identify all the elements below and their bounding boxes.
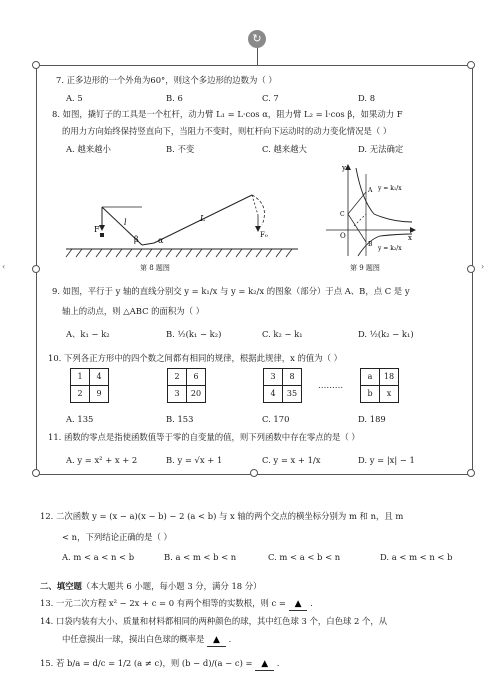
q7-text: 7. 正多边形的一个外角为60°，则这个多边形的边数为（ ）: [56, 75, 277, 85]
q10-option-d: D. 189: [358, 414, 386, 424]
fig8-label-f0: F₀: [260, 231, 268, 239]
left-edge-marker-icon: ‹: [2, 262, 6, 271]
resize-handle-mid-left[interactable]: [32, 265, 40, 273]
grid-cell: 1: [71, 369, 90, 386]
fig9-label-x: x: [408, 234, 412, 242]
q11-option-d: D. y = |x| − 1: [358, 455, 415, 465]
resize-handle-bottom-right[interactable]: [467, 469, 475, 477]
q9-option-b: B. ½(k₁ − k₂): [166, 329, 222, 339]
grid-cell: b: [361, 386, 380, 403]
q11-option-c: C. y = x + 1/x: [262, 455, 321, 465]
section-2-heading: [40, 581, 262, 592]
q10-option-a: A. 135: [66, 414, 94, 424]
fig9-label-y: y: [342, 164, 346, 172]
fig9-caption: 第 9 题图: [350, 264, 380, 272]
q12-option-d: D. a < m < n < b: [380, 552, 453, 562]
rotate-handle-icon[interactable]: ↻: [248, 30, 266, 48]
q10-grid-3: [263, 368, 302, 403]
q9-option-d: D. ½(k₂ − k₁): [358, 329, 414, 339]
fig8-caption: 第 8 题图: [140, 264, 170, 272]
q12-option-c: C. m < a < b < n: [268, 552, 341, 562]
q10-grid-1: [70, 368, 109, 403]
fig8-label-f: F: [94, 225, 100, 234]
q15-tail: .: [276, 658, 280, 668]
q10-text: 10. 下列各正方形中的四个数之间都有相同的规律，根据此规律，x 的值为（ ）: [48, 353, 343, 363]
q15-triangle-icon: ▲: [261, 659, 269, 669]
grid-cell: x: [380, 386, 399, 403]
fig9-label-o: O: [340, 232, 346, 240]
q11-text: 11. 函数的零点是指使函数值等于零的自变量的值，则下列函数中存在零点的是（ ）: [48, 432, 360, 442]
q13-row: [40, 598, 313, 611]
q7-option-d: D. 8: [358, 93, 376, 103]
resize-handle-bottom-mid[interactable]: [250, 469, 258, 477]
grid-cell: 8: [283, 369, 302, 386]
figure-8-lever-diagram: [62, 185, 302, 263]
q7-option-a: A. 5: [66, 93, 83, 103]
fig8-label-beta: β: [134, 235, 139, 244]
q8-option-a: A. 越来越小: [66, 144, 111, 154]
q10-grid-4: [360, 368, 399, 403]
resize-handle-top-left[interactable]: [32, 61, 40, 69]
q7-option-c: C. 7: [262, 93, 279, 103]
grid-cell: 35: [283, 386, 302, 403]
q9-line1: 9. 如图，平行于 y 轴的直线分别交 y = k₁/x 与 y = k₂/x 的图象（部分）于点 A、B，点 C 是 y: [52, 286, 410, 296]
q14-answer-blank[interactable]: [207, 634, 226, 647]
q14-line2: 中任意摸出一球，摸出白色球的概率是: [62, 634, 205, 644]
q11-option-b: B. y = √x + 1: [166, 455, 223, 465]
q8-option-d: D. 无法确定: [358, 144, 404, 154]
q15-row: [40, 658, 279, 671]
q11-option-a: A. y = x² + x + 2: [66, 455, 138, 465]
q12-line1: 12. 二次函数 y = (x − a)(x − b) − 2 (a < b) 与 x 轴的两个交点的横坐标分别为 m 和 n，且 m: [40, 511, 404, 521]
q13-text: 13. 一元二次方程 x² − 2x + c = 0 有两个相等的实数根，则 c =: [40, 598, 286, 608]
grid-cell: 4: [264, 386, 283, 403]
q8-line1: 8. 如图，撬钉子的工具是一个杠杆，动力臂 L₁ = L·cos α，阻力臂 L₂ = l·cos β，如果动力 F: [52, 109, 403, 119]
fig9-label-b: B: [368, 241, 373, 248]
q15-text: 15. 若 b/a = d/c = 1/2 (a ≠ c)，则 (b − d)/(a − c) =: [40, 658, 253, 668]
fig8-label-alpha: α: [158, 236, 164, 245]
grid-cell: 2: [71, 386, 90, 403]
grid-cell: 3: [168, 386, 187, 403]
grid-cell: a: [361, 369, 380, 386]
fig9-label-eq1: y = k₁/x: [378, 185, 402, 192]
q10-option-c: C. 170: [262, 414, 290, 424]
section-2-title: 二、填空题: [40, 581, 82, 591]
fig9-label-a: A: [368, 187, 373, 194]
q14-line1: 14. 口袋内装有大小、质量和材料都相同的两种颜色的球，其中红色球 3 个，白色球 2 个，从: [40, 616, 388, 626]
fig8-label-big-l: L: [200, 214, 206, 223]
grid-cell: 2: [168, 369, 187, 386]
grid-cell: 20: [187, 386, 206, 403]
section-2-note: （本大题共 6 小题，每小题 3 分，满分 18 分）: [81, 581, 262, 591]
q13-triangle-icon: ▲: [294, 599, 302, 609]
q12-option-a: A. m < a < n < b: [62, 552, 135, 562]
right-edge-marker-icon: ›: [481, 262, 485, 271]
q9-line2: 轴上的动点，则 △ABC 的面积为（ ）: [62, 306, 205, 316]
q8-line2: 的用力方向始终保持竖直向下，当阻力不变时，则杠杆向下运动时的动力变化情况是（ ）: [62, 126, 392, 136]
q9-option-a: A、k₁ − k₂: [66, 329, 110, 339]
grid-cell: 3: [264, 369, 283, 386]
grid-cell: 18: [380, 369, 399, 386]
q13-answer-blank[interactable]: [289, 598, 308, 611]
q12-line2: < n，下列结论正确的是（ ）: [62, 532, 172, 542]
rotate-connector: [257, 48, 258, 65]
q15-answer-blank[interactable]: [255, 658, 274, 671]
resize-handle-bottom-left[interactable]: [32, 469, 40, 477]
q10-option-b: B. 153: [166, 414, 194, 424]
fig9-label-eq2: y = k₂/x: [378, 245, 402, 252]
grid-cell: 6: [187, 369, 206, 386]
q10-grid-2: [167, 368, 206, 403]
q12-option-b: B. a < m < b < n: [164, 552, 237, 562]
q10-ellipsis: ………: [318, 380, 344, 390]
grid-cell: 9: [90, 386, 109, 403]
q13-tail: .: [310, 598, 313, 608]
q14-row2: [62, 634, 231, 647]
q14-tail: .: [228, 634, 232, 644]
q9-option-c: C. k₂ − k₁: [262, 329, 303, 339]
grid-cell: 4: [90, 369, 109, 386]
figure-9-hyperbola-diagram: [322, 160, 418, 260]
q8-option-c: C. 越来越大: [262, 144, 307, 154]
q7-option-b: B. 6: [166, 93, 183, 103]
resize-handle-top-right[interactable]: [467, 61, 475, 69]
q14-triangle-icon: ▲: [213, 635, 220, 645]
fig9-label-c: C: [340, 211, 345, 218]
resize-handle-mid-right[interactable]: [467, 265, 475, 273]
fig8-label-l: l: [124, 218, 127, 227]
q8-option-b: B. 不变: [166, 144, 195, 154]
